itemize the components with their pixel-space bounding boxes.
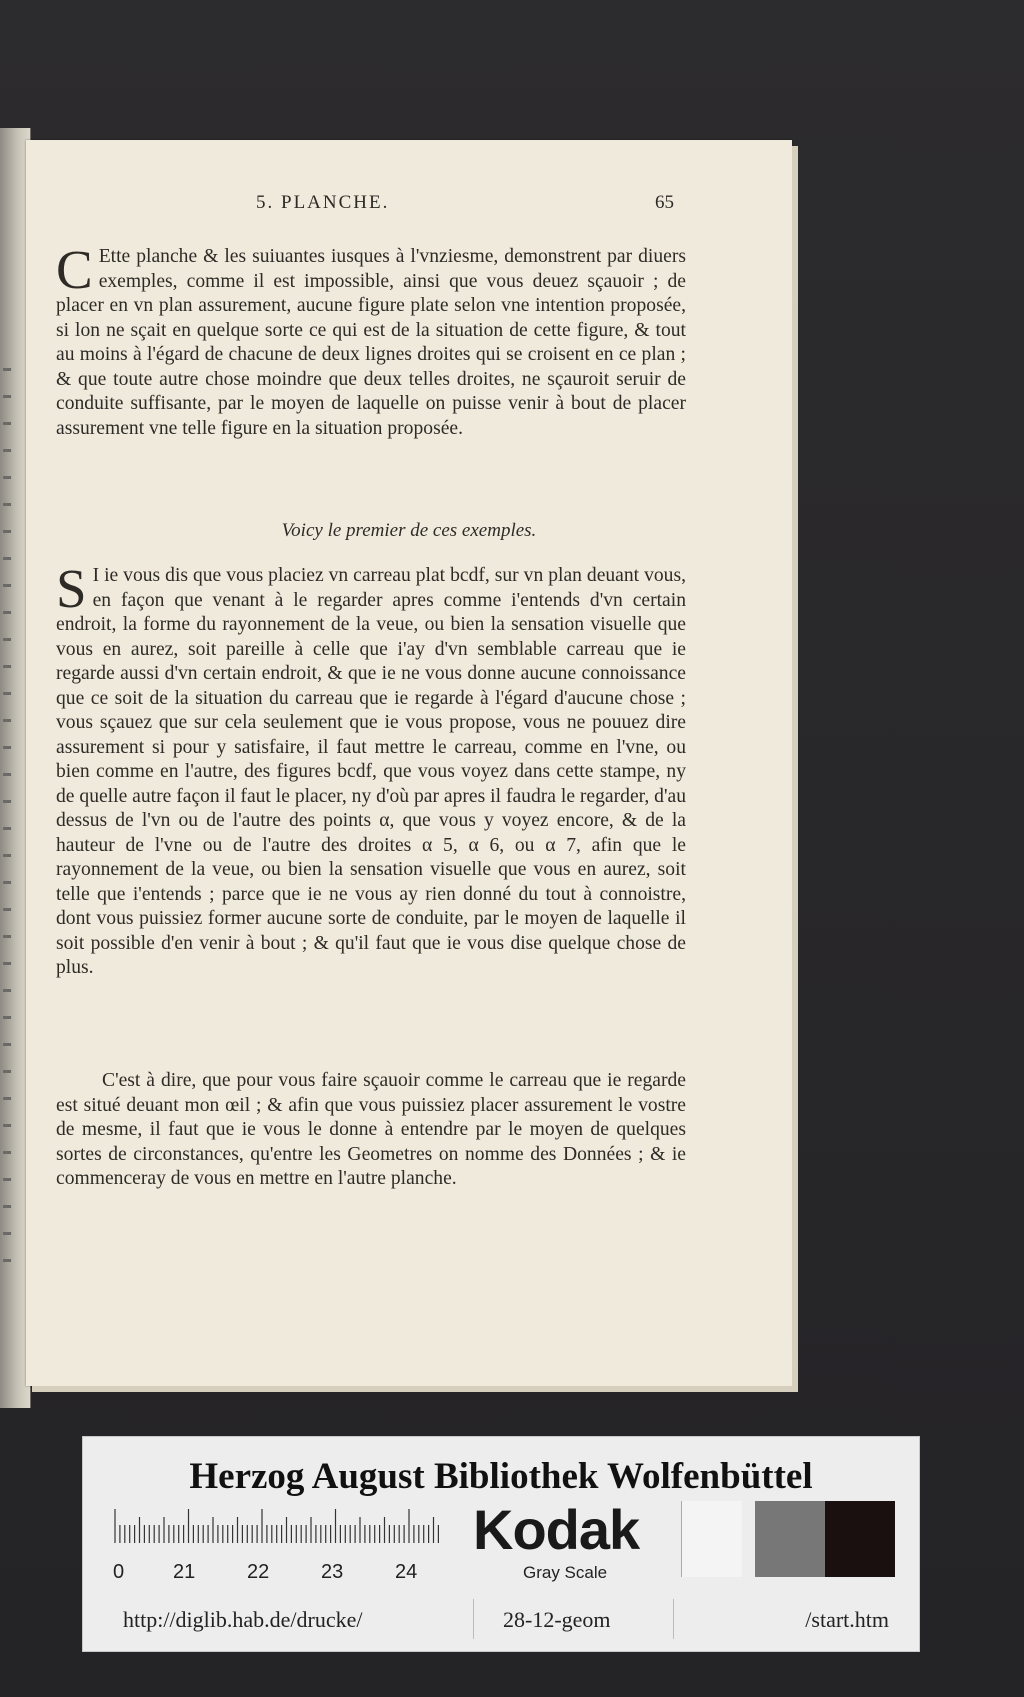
paragraph-intro: [56, 239, 686, 441]
divider: [673, 1599, 674, 1639]
section-heading: Voicy le premier de ces exemples.: [281, 520, 537, 541]
url-left: http://diglib.hab.de/drucke/: [123, 1607, 363, 1632]
paragraph-example: [56, 558, 687, 981]
ruler-number: 22: [247, 1561, 270, 1583]
page-number: 65: [655, 192, 674, 213]
ruler-number: 0: [113, 1561, 125, 1583]
ruler-number: 24: [395, 1561, 418, 1583]
black-patch: [825, 1501, 895, 1577]
white-patch: [681, 1501, 742, 1577]
ruler-number: 23: [321, 1561, 344, 1583]
divider: [473, 1599, 474, 1639]
url-middle: 28-12-geom: [503, 1607, 611, 1632]
gray-scale-label: Gray Scale: [523, 1563, 608, 1582]
library-name: Herzog August Bibliothek Wolfenbüttel: [189, 1456, 813, 1497]
running-head: 5. PLANCHE.: [256, 192, 390, 213]
gray-patch: [755, 1501, 825, 1577]
paragraph-example-text: I ie vous dis que vous placiez vn carreau plat bcdf, sur vn plan deuant vous, en façon que venant à le regarder apres comme i'entends d'vn certain endroit, la forme du rayonnement de la veue, ou bien la sensation visuelle que vous en aurez, soit pareille à celle que i'ay d'vn semblable carreau que ie regarde aussi d'vn certain endroit, & que ie ne vous donne aucune connoissance que ce soit de la situation du carreau que ie regarde à l'égard d'aucune chose ; vous sçauez que sur cela seulement que ie vous propose, vous ne pouuez dire assurement si pour y satisfaire, il faut mettre le carreau, comme en l'vne, ou bien comme en l'autre, des figures bcdf, que vous voyez dans cette stampe, ny de quelle autre façon il faut le placer, ny d'où par apres il faudra le regarder, d'au dessus de l'vn ou de l'autre des points α, que vous y voyez encore, & de la hauteur de l'vne ou de l'autre des droites α 5, α 6, ou α 7, afin que le rayonnement de la veue, ou bien la sensation visuelle que vous en aurez, soit telle que i'entends ; parce que ie ne vous ay rien donné du tout à connoistre, dont vous puissiez former aucune sorte de conduite, par le moyen de laquelle il soit possible d'en venir à bout ; & qu'il faut que ie vous dise quelque chose de plus.: [56, 565, 687, 978]
facing-page-text-marks: [0, 368, 14, 1268]
drop-cap: C: [56, 239, 93, 300]
ruler-scale: [111, 1509, 441, 1543]
book-page: [26, 140, 792, 1386]
drop-cap: S: [56, 558, 87, 619]
paragraph-intro-text: Ette planche & les suiuantes iusques à l'vnziesme, demonstrent par diuers exemples, comme il est impossible, ainsi que vous deuez sçauoir ; de placer en vn plan assurement, aucune figure plate selon vne intention proposée, si lon ne sçait en quelque sorte ce qui est de la situation de cette figure, & tout au moins à l'égard de chacune de deux lignes droites qui se croisent en ce plan ; & que toute autre chose moindre que deux telles droites, ne sçauroit seruir de conduite suffisante, par le moyen de laquelle on puisse venir à bout de placer assurement vne telle figure en la situation proposée.: [56, 246, 686, 439]
paragraph-conclusion: C'est à dire, que pour vous faire sçauoir comme le carreau que ie regarde est situé deuant mon œil ; & afin que vous puissiez placer assurement le vostre de mesme, il faut que ie vous le donne à entendre par le moyen de quelques sortes de circonstances, qu'entre les Geometres on nomme des Données ; & ie commenceray de vous en mettre en l'autre planche.: [56, 1070, 686, 1189]
ruler-number: 21: [173, 1561, 196, 1583]
library-color-card: [82, 1436, 920, 1652]
page-header: [26, 192, 792, 222]
url-right: /start.htm: [805, 1607, 889, 1632]
kodak-logo: Kodak: [473, 1498, 640, 1561]
